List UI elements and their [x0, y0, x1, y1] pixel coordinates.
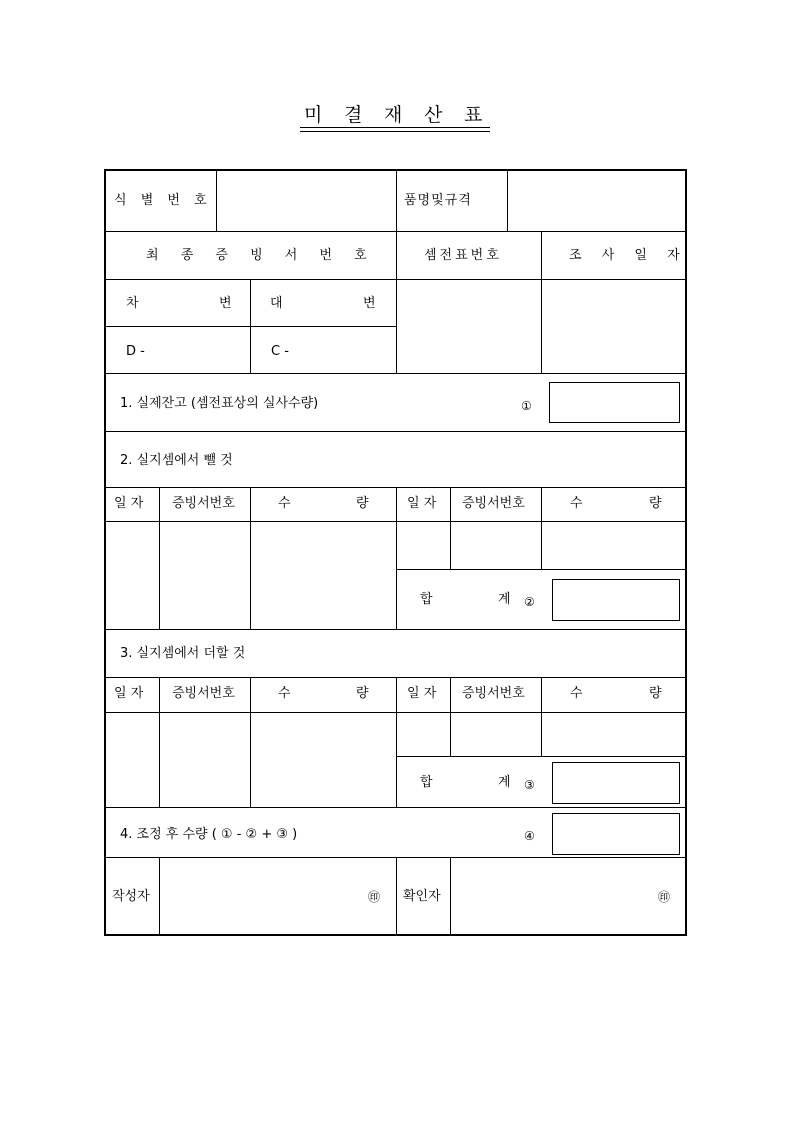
confirmer-field[interactable]	[451, 858, 685, 934]
debit-suffix: 변	[219, 296, 232, 311]
col-date: 일 자	[407, 686, 437, 701]
cell-table-number-field[interactable]	[397, 280, 541, 373]
col-divider	[396, 857, 397, 934]
row-divider	[106, 326, 396, 327]
section1-label: 1. 실제잔고 (셈전표상의 실사수량)	[120, 396, 319, 411]
inventory-form	[104, 169, 687, 936]
final-voucher-label: 최 종 증 빙 서 번 호	[146, 248, 376, 263]
confirm-label: 확인자	[403, 889, 441, 904]
marker-4: ④	[524, 829, 535, 843]
marker-2: ②	[524, 595, 535, 609]
row-divider	[106, 807, 685, 808]
survey-date-label: 조 사 일 자	[569, 248, 688, 263]
marker-1: ①	[521, 399, 532, 413]
col-divider	[250, 279, 251, 373]
col-divider	[541, 677, 542, 756]
author-label: 작성자	[112, 889, 150, 904]
sum-label-suffix: 계	[498, 775, 511, 790]
item-spec-label: 품명및규격	[404, 193, 472, 208]
sum-label: 합	[420, 775, 433, 790]
author-field[interactable]	[160, 858, 396, 934]
row-divider	[106, 629, 685, 630]
col-date: 일 자	[114, 496, 144, 511]
col-voucher: 증빙서번호	[172, 496, 235, 511]
debit-value: D -	[126, 344, 145, 359]
col-divider	[250, 677, 251, 807]
col-qty-suffix: 량	[356, 496, 369, 511]
col-voucher: 증빙서번호	[462, 496, 525, 511]
col-qty: 수	[278, 496, 291, 511]
cell-table-number-label: 셈전표번호	[424, 248, 502, 263]
section3-label: 3. 실지셈에서 더할 것	[120, 646, 246, 661]
section2-sum-box[interactable]	[552, 579, 680, 621]
id-number-field[interactable]	[217, 172, 396, 231]
seal-icon: ㊞	[658, 890, 671, 904]
col-qty-suffix: 량	[356, 686, 369, 701]
col-date: 일 자	[407, 496, 437, 511]
row-divider	[396, 756, 685, 757]
document-title	[300, 100, 490, 134]
title-char: 미	[304, 104, 323, 126]
col-divider	[450, 677, 451, 756]
title-char: 산	[424, 104, 443, 126]
col-divider	[541, 487, 542, 569]
col-qty: 수	[570, 496, 583, 511]
col-divider	[159, 677, 160, 807]
sum-label: 합	[420, 592, 433, 607]
col-divider	[396, 487, 397, 629]
col-divider	[396, 677, 397, 807]
col-voucher: 증빙서번호	[172, 686, 235, 701]
col-date: 일 자	[114, 686, 144, 701]
col-divider	[450, 487, 451, 569]
survey-date-field[interactable]	[542, 280, 685, 373]
section4-value-box[interactable]	[552, 813, 680, 855]
col-qty: 수	[278, 686, 291, 701]
col-voucher: 증빙서번호	[462, 686, 525, 701]
marker-3: ③	[524, 778, 535, 792]
col-divider	[159, 487, 160, 629]
debit-label: 차	[126, 296, 139, 311]
title-char: 재	[384, 104, 403, 126]
sum-label-suffix: 계	[498, 592, 511, 607]
title-underline	[300, 131, 490, 132]
col-qty: 수	[570, 686, 583, 701]
section4-label: 4. 조정 후 수량 ( ① - ② + ③ )	[120, 827, 298, 842]
title-char: 표	[464, 104, 483, 126]
row-divider	[396, 569, 685, 570]
section1-value-box[interactable]	[549, 382, 680, 423]
col-qty-suffix: 량	[649, 686, 662, 701]
credit-value: C -	[271, 344, 289, 359]
col-divider	[250, 487, 251, 629]
row-divider	[106, 373, 685, 374]
row-divider	[106, 431, 685, 432]
col-qty-suffix: 량	[649, 496, 662, 511]
id-number-label: 식 별 번 호	[114, 193, 212, 208]
title-underline	[300, 127, 490, 128]
title-char: 결	[344, 104, 363, 126]
credit-suffix: 변	[363, 296, 376, 311]
item-spec-field[interactable]	[508, 172, 685, 231]
section3-sum-box[interactable]	[552, 762, 680, 804]
credit-label: 대	[270, 296, 283, 311]
section2-label: 2. 실지셈에서 뺄 것	[120, 453, 233, 468]
seal-icon: ㊞	[368, 890, 381, 904]
